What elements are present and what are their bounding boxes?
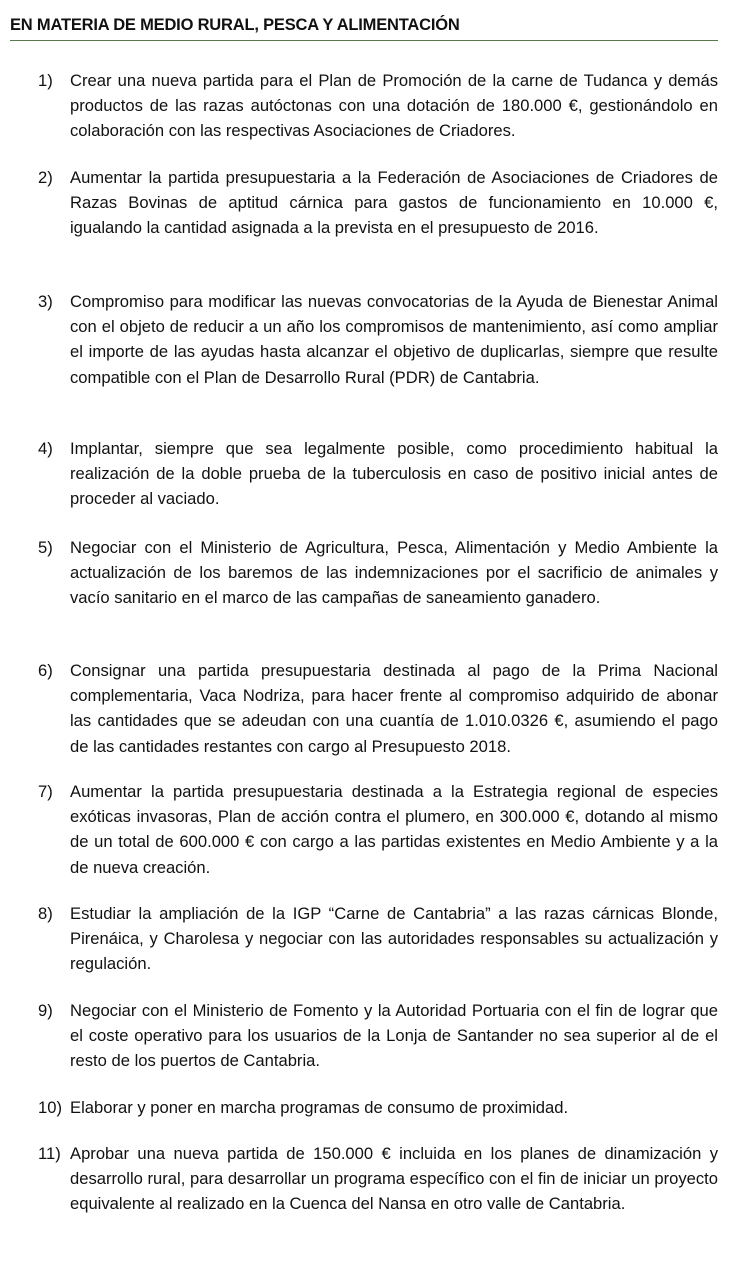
heading-underline [10,40,718,41]
list-item [38,165,718,241]
item-text: Negociar con el Ministerio de Agricultura, Pesca, Alimentación y Medio Ambiente la actualización de los baremos de las indemnizaciones por el sacrificio de animales y vacío sanitario en el marco de las campañas de saneamiento ganadero. [70,538,718,608]
list-item [38,289,718,390]
list-item [38,658,718,759]
item-number: 2) [38,168,53,187]
item-text: Crear una nueva partida para el Plan de Promoción de la carne de Tudanca y demás productos de las razas autóctonas con una dotación de 180.000 €, gestionándolo en colaboración con las respectivas Asociaciones de Criadores. [70,71,718,141]
item-number: 10) [38,1098,62,1117]
list-item [38,901,718,977]
item-text: Aumentar la partida presupuestaria destinada a la Estrategia regional de especies exóticas invasoras, Plan de acción contra el plumero, en 300.000 €, dotando al mismo de un total de 600.000 € con cargo a las partidas existentes en Medio Ambiente y a la de nueva creación. [70,782,718,877]
item-number: 9) [38,1001,53,1020]
item-text: Aprobar una nueva partida de 150.000 € incluida en los planes de dinamización y desarrollo rural, para desarrollar un programa específico con el fin de iniciar un proyecto equivalente al realizado en la Cuenca del Nansa en otro valle de Cantabria. [70,1144,718,1214]
item-text: Implantar, siempre que sea legalmente posible, como procedimiento habitual la realización de la doble prueba de la tuberculosis en caso de positivo inicial antes de proceder al vaciado. [70,439,718,509]
item-number: 5) [38,538,53,557]
item-text: Consignar una partida presupuestaria destinada al pago de la Prima Nacional complementaria, Vaca Nodriza, para hacer frente al compromiso adquirido de abonar las cantidades que se adeudan con una cuantía de 1.010.0326 €, asumiendo el pago de las cantidades restantes con cargo al Presupuesto 2018. [70,661,718,756]
list-item [38,1141,718,1217]
item-number: 8) [38,904,53,923]
item-number: 1) [38,71,53,90]
item-number: 7) [38,782,53,801]
list-item [38,436,718,512]
item-number: 3) [38,292,53,311]
section-heading: EN MATERIA DE MEDIO RURAL, PESCA Y ALIMENTACIÓN [10,16,460,34]
list-item [38,535,718,611]
list-item [38,68,718,144]
list-item [38,998,718,1074]
item-text: Estudiar la ampliación de la IGP “Carne de Cantabria” a las razas cárnicas Blonde, Pirenáica, y Charolesa y negociar con las autoridades responsables su actualización y regulación. [70,904,718,974]
item-text: Elaborar y poner en marcha programas de consumo de proximidad. [70,1098,569,1117]
item-number: 11) [38,1144,61,1163]
item-number: 4) [38,439,53,458]
item-text: Aumentar la partida presupuestaria a la Federación de Asociaciones de Criadores de Razas Bovinas de aptitud cárnica para gastos de funcionamiento en 10.000 €, igualando la cantidad asignada a la prevista en el presupuesto de 2016. [70,168,718,238]
list-item [38,779,718,880]
item-text: Compromiso para modificar las nuevas convocatorias de la Ayuda de Bienestar Animal con el objeto de reducir a un año los compromisos de mantenimiento, así como ampliar el importe de las ayudas hasta alcanzar el objetivo de duplicarlas, siempre que resulte compatible con el Plan de Desarrollo Rural (PDR) de Cantabria. [70,292,718,387]
item-text: Negociar con el Ministerio de Fomento y la Autoridad Portuaria con el fin de lograr que el coste operativo para los usuarios de la Lonja de Santander no sea superior al de el resto de los puertos de Cantabria. [70,1001,718,1071]
item-number: 6) [38,661,53,680]
list-item [38,1095,718,1120]
